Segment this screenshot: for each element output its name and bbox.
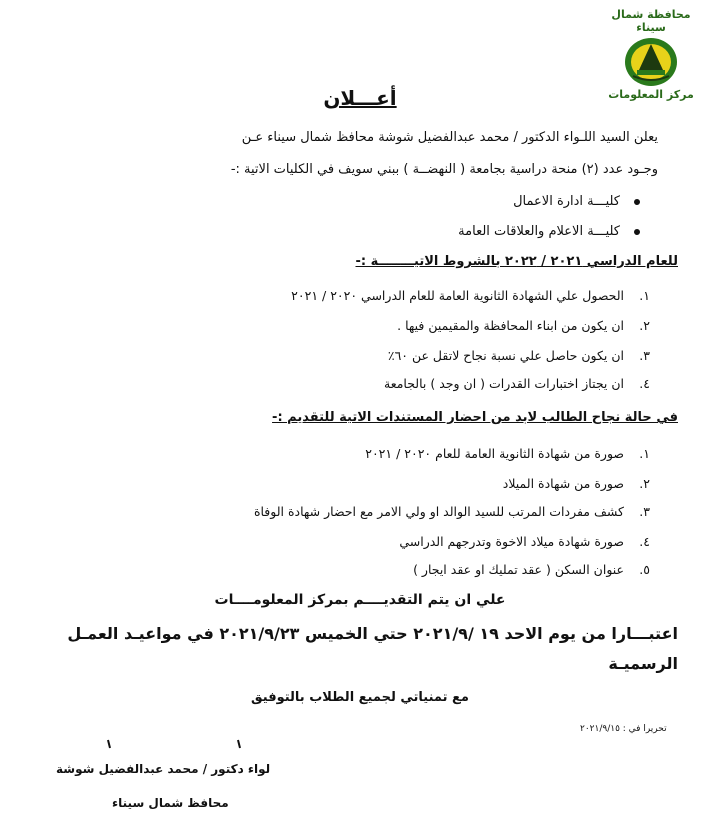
item-number: ١. [639, 288, 650, 303]
signature-name: لواء دكتور / محمد عبدالفضيل شوشة [56, 762, 271, 776]
document-item [503, 476, 650, 491]
item-text: صورة من شهادة الثانوية العامة للعام ٢٠٢٠ / ٢٠٢١ [365, 446, 625, 461]
document-item [254, 504, 650, 519]
governorate-emblem-icon [623, 36, 679, 88]
document-item [365, 446, 650, 461]
item-number: ١. [639, 446, 650, 461]
document-item [399, 534, 650, 549]
item-text: كشف مفردات المرتب للسيد الوالد او ولي الامر مع احضار شهادة الوفاة [253, 504, 625, 519]
documents-heading: في حالة نجاح الطالب لابد من احضار المستندات الاتية للتقديم :- [272, 410, 678, 425]
logo [596, 8, 706, 101]
bullet-icon [634, 229, 640, 235]
dates-line-continued: الرسميـة [608, 654, 678, 673]
page-title: أعـــلان [323, 86, 397, 110]
condition-item [388, 348, 650, 363]
dates-line: اعتبـــارا من يوم الاحد ١٩ /٢٠٢١/٩ حتي الخميس ٢٠٢١/٩/٢٣ في مواعيـد العمـل [67, 624, 678, 643]
apply-location: علي ان يتم التقديــــم بمركز المعلومــــات [214, 592, 506, 608]
bullet-icon [634, 199, 640, 205]
item-text: صورة شهادة ميلاد الاخوة وتدرجهم الدراسي [399, 534, 625, 549]
item-number: ٥. [639, 562, 650, 577]
document-item [413, 562, 650, 577]
item-number: ٢. [639, 318, 650, 333]
college-label: كليـــة ادارة الاعمال [513, 194, 620, 209]
item-number: ٣. [639, 504, 650, 519]
college-label: كليـــة الاعلام والعلاقات العامة [458, 224, 620, 239]
item-text: ان يجتاز اختبارات القدرات ( ان وجد ) بالجامعة [384, 376, 625, 391]
college-item [458, 224, 640, 239]
signature-marks-icon [100, 738, 250, 752]
conditions-heading: للعام الدراسي ٢٠٢١ / ٢٠٢٢ بالشروط الاتيــــــــة :- [355, 254, 678, 269]
item-number: ٣. [639, 348, 650, 363]
condition-item [291, 288, 650, 303]
item-text: الحصول علي الشهادة الثانوية العامة للعام الدراسي ٢٠٢٠ / ٢٠٢١ [291, 288, 625, 303]
item-text: عنوان السكن ( عقد تمليك او عقد ايجار ) [413, 562, 625, 577]
college-item [513, 194, 640, 209]
condition-item [384, 376, 650, 391]
item-text: ان يكون حاصل علي نسبة نجاح لاتقل عن ٦٠٪ [387, 348, 625, 363]
org-name-bottom: مركز المعلومات [608, 88, 694, 101]
item-text: صورة من شهادة الميلاد [502, 476, 625, 491]
item-text: ان يكون من ابناء المحافظة والمقيمين فيها . [397, 318, 625, 333]
item-number: ٤. [639, 534, 650, 549]
intro-line-1: يعلن السيد اللـواء الدكتور / محمد عبدالفضيل شوشة محافظ شمال سيناء عـن [241, 130, 658, 145]
intro-line-2: وجـود عدد (٢) منحة دراسية بجامعة ( النهضــة ) ببني سويف في الكليات الاتية :- [230, 162, 658, 177]
closing-wishes: مع تمنياتي لجميع الطلاب بالتوفيق [251, 690, 469, 705]
release-date: تحريرا في : ٢٠٢١/٩/١٥ [580, 724, 667, 734]
item-number: ٤. [639, 376, 650, 391]
signature-title: محافظ شمال سيناء [112, 796, 229, 810]
condition-item [397, 318, 650, 333]
org-name-top: محافظة شمال سيناء [611, 8, 691, 34]
item-number: ٢. [639, 476, 650, 491]
